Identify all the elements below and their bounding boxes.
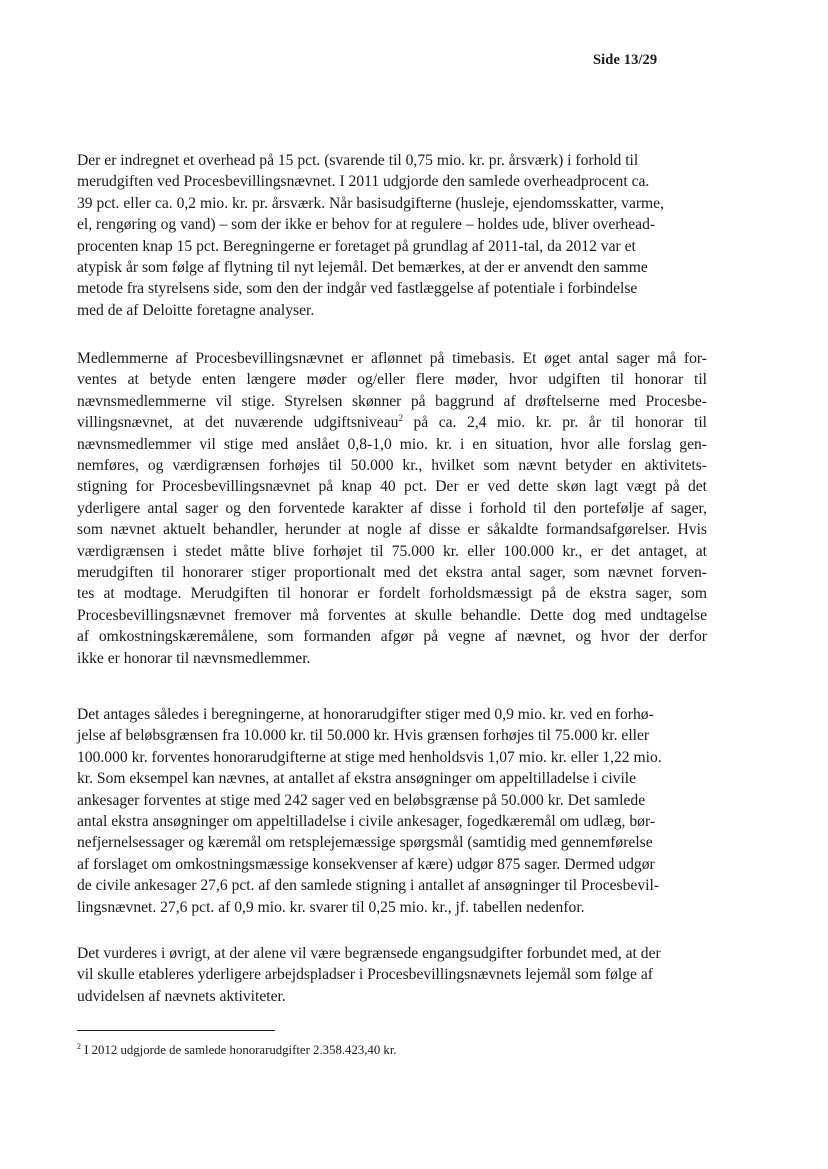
text-line: nævnsmedlemmer vil stige med anslået 0,8-1,0 mio. kr. i en situation, hvor alle forslag gen- — [77, 435, 707, 453]
footnote-text: I 2012 udgjorde de samlede honorarudgifter 2.358.423,40 kr. — [81, 1043, 397, 1057]
text-line: nefjernelsessager og kæremål om retsplejemæssige spørgsmål (samtidig med gennemførelse — [77, 834, 653, 852]
text-segment: på ca. 2,4 mio. kr. pr. år til honorar til — [402, 414, 707, 432]
text-line: nemføres, og værdigrænsen forhøjes til 50.000 kr., hvilket som nævnt betyder en aktivitets- — [77, 457, 707, 475]
text-line: vil skulle etableres yderligere arbejdspladser i Procesbevillingsnævnets lejemål som følge af — [77, 966, 653, 984]
text-line: merudgiften ved Procesbevillingsnævnet. I 2011 udgjorde den samlede overheadprocent ca. — [77, 173, 650, 191]
text-line: kr. Som eksempel kan nævnes, at antallet af ekstra ansøgninger om appeltilladelse i civile — [77, 770, 637, 788]
text-line: lingsnævnet. 27,6 pct. af 0,9 mio. kr. svarer til 0,25 mio. kr., jf. tabellen nedenfor. — [77, 898, 585, 916]
text-line: ikke er honorar til nævnsmedlemmer. — [77, 649, 311, 667]
text-line: stigning for Procesbevillingsnævnet på knap 40 pct. Der er ved dette skøn lagt vægt på det — [77, 478, 707, 496]
text-line: med de af Deloitte foretagne analyser. — [77, 301, 315, 319]
text-line: metode fra styrelsens side, som den der indgår ved fastlæggelse af potentiale i forbindelse — [77, 280, 638, 298]
text-line: procenten knap 15 pct. Beregningerne er foretaget på grundlag af 2011-tal, da 2012 var et — [77, 237, 636, 255]
text-line: 39 pct. eller ca. 0,2 mio. kr. pr. årsværk. Når basisudgifterne (husleje, ejendomsskatter, varme, — [77, 194, 665, 212]
text-line: Der er indregnet et overhead på 15 pct. (svarende til 0,75 mio. kr. pr. årsværk) i forhold til — [77, 152, 639, 169]
text-line: antal ekstra ansøgninger om appeltilladelse i civile ankesager, fogedkæremål om udlæg, bør- — [77, 813, 656, 831]
text-line: som nævnet aktuelt behandler, herunder at nogle af disse er såkaldte formandsafgørelser. Hvis — [77, 521, 707, 539]
paragraph-overhead — [77, 150, 707, 321]
footnote — [77, 1042, 397, 1058]
text-line: af forslaget om omkostningsmæssige konsekvenser af kære) udgør 875 sager. Dermed udgør — [77, 855, 655, 873]
footnote-divider — [77, 1030, 275, 1031]
text-line: tes at modtage. Merudgiften til honorar er fordelt forholdsmæssigt på de ekstra sager, som — [77, 585, 707, 603]
paragraph-one-off-costs — [77, 943, 707, 1007]
text-line: af omkostningskæremålene, som formanden afgør på vegne af nævnet, og hvor der derfor — [77, 628, 707, 646]
text-line-with-footnote — [77, 412, 707, 433]
text-line: ankesager forventes at stige med 242 sager ved en beløbsgrænse på 50.000 kr. Det samlede — [77, 791, 646, 809]
text-line: Medlemmerne af Procesbevillingsnævnet er aflønnet på timebasis. Et øget antal sager må for- — [77, 350, 707, 367]
text-line: el, rengøring og vand) – som der ikke er behov for at regulere – holdes ude, bliver overhead- — [77, 216, 656, 234]
text-line: værdigrænsen i stedet måtte blive forhøjet til 75.000 kr. eller 100.000 kr., er det antaget, at — [77, 542, 707, 560]
page-number: Side 13/29 — [593, 52, 658, 68]
paragraph-calculations — [77, 704, 707, 918]
text-segment: villingsnævnet, at det nuværende udgiftsniveau — [77, 414, 399, 432]
paragraph-honorar — [77, 348, 707, 669]
footnote-reference: 2 — [398, 413, 403, 424]
text-line: Det antages således i beregningerne, at honorarudgifter stiger med 0,9 mio. kr. ved en forhø- — [77, 706, 654, 723]
text-line: Procesbevillingsnævnet fremover må forventes at skulle behandle. Dette dog med undtagelse — [77, 606, 707, 624]
text-line: atypisk år som følge af flytning til nyt lejemål. Det bemærkes, at der er anvendt den samme — [77, 259, 648, 277]
text-line: ventes at betyde enten længere møder og/eller flere møder, hvor udgiften til honorar til — [77, 371, 707, 389]
text-line: nævnsmedlemmerne vil stige. Styrelsen skønner på baggrund af drøftelserne med Procesbe- — [77, 392, 707, 410]
text-line: de civile ankesager 27,6 pct. af den samlede stigning i antallet af ansøgninger til Procesbevil- — [77, 877, 659, 895]
text-line: merudgiften til honorarer stiger proportionalt med det ekstra antal sager, som nævnet forven- — [77, 564, 707, 582]
text-line: 100.000 kr. forventes honorarudgifterne at stige med henholdsvis 1,07 mio. kr. eller 1,22 mio. — [77, 748, 662, 766]
text-line: yderligere antal sager og den forventede karakter af disse i forhold til den portefølje af sager, — [77, 499, 707, 517]
text-line: jelse af beløbsgrænsen fra 10.000 kr. til 50.000 kr. Hvis grænsen forhøjes til 75.000 kr. eller — [77, 727, 650, 745]
text-line: Det vurderes i øvrigt, at der alene vil være begrænsede engangsudgifter forbundet med, at der — [77, 945, 661, 962]
footnote-marker: 2 — [77, 1042, 81, 1051]
text-line: udvidelsen af nævnets aktiviteter. — [77, 987, 286, 1005]
